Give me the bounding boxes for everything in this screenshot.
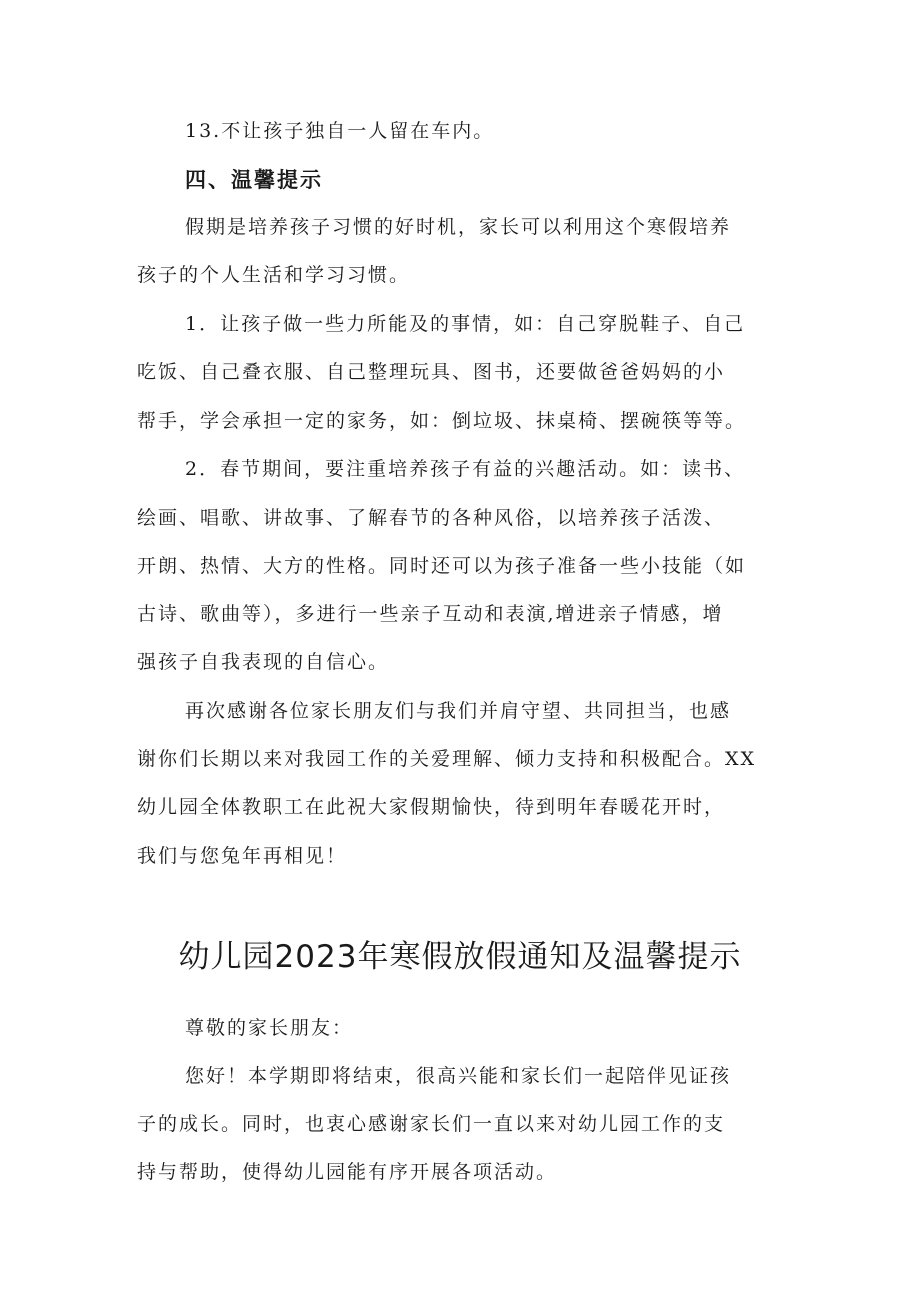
tip-item-1-line-3: 帮手，学会承担一定的家务，如：倒垃圾、抹桌椅、摆碗筷等等。 <box>137 410 747 432</box>
tip-item-2-line-2: 绘画、唱歌、讲故事、了解春节的各种风俗，以培养孩子活泼、 <box>137 507 726 529</box>
tip-item-1-line-1: 1．让孩子做一些力所能及的事情，如：自己穿脱鞋子、自己 <box>185 313 746 335</box>
thanks-line-2: 谢你们长期以来对我园工作的关爱理解、倾力支持和积极配合。XX <box>137 748 757 770</box>
notice-title: 幼儿园2023年寒假放假通知及温馨提示 <box>178 939 742 975</box>
tip-item-1-line-2: 吃饭、自己叠衣服、自己整理玩具、图书，还要做爸爸妈妈的小 <box>137 361 726 383</box>
greeting-line-1: 您好！本学期即将结束，很高兴能和家长们一起陪伴见证孩 <box>185 1065 732 1087</box>
thanks-line-1: 再次感谢各位家长朋友们与我们并肩守望、共同担当，也感 <box>185 700 732 722</box>
tip-item-2-line-1: 2．春节期间，要注重培养孩子有益的兴趣活动。如：读书、 <box>185 458 746 480</box>
thanks-line-4: 我们与您兔年再相见！ <box>137 845 348 867</box>
tips-intro-line-2: 孩子的个人生活和学习习惯。 <box>137 264 411 286</box>
tip-item-2-line-5: 强孩子自我表现的自信心。 <box>137 651 390 673</box>
section-heading-tips: 四、温馨提示 <box>185 168 323 192</box>
tip-item-2-line-4: 古诗、歌曲等），多进行一些亲子互动和表演,增进亲子情感，增 <box>137 603 724 625</box>
greeting-line-2: 子的成长。同时，也衷心感谢家长们一直以来对幼儿园工作的支 <box>137 1113 726 1135</box>
tips-intro-line-1: 假期是培养孩子习惯的好时机，家长可以利用这个寒假培养 <box>185 216 732 238</box>
greeting-line-3: 持与帮助，使得幼儿园能有序开展各项活动。 <box>137 1161 558 1183</box>
tip-item-2-line-3: 开朗、热情、大方的性格。同时还可以为孩子准备一些小技能（如 <box>137 555 747 577</box>
safety-item-13: 13.不让孩子独自一人留在车内。 <box>185 120 495 142</box>
salutation: 尊敬的家长朋友： <box>185 1017 354 1039</box>
thanks-line-3: 幼儿园全体教职工在此祝大家假期愉快，待到明年春暖花开时， <box>137 796 726 818</box>
